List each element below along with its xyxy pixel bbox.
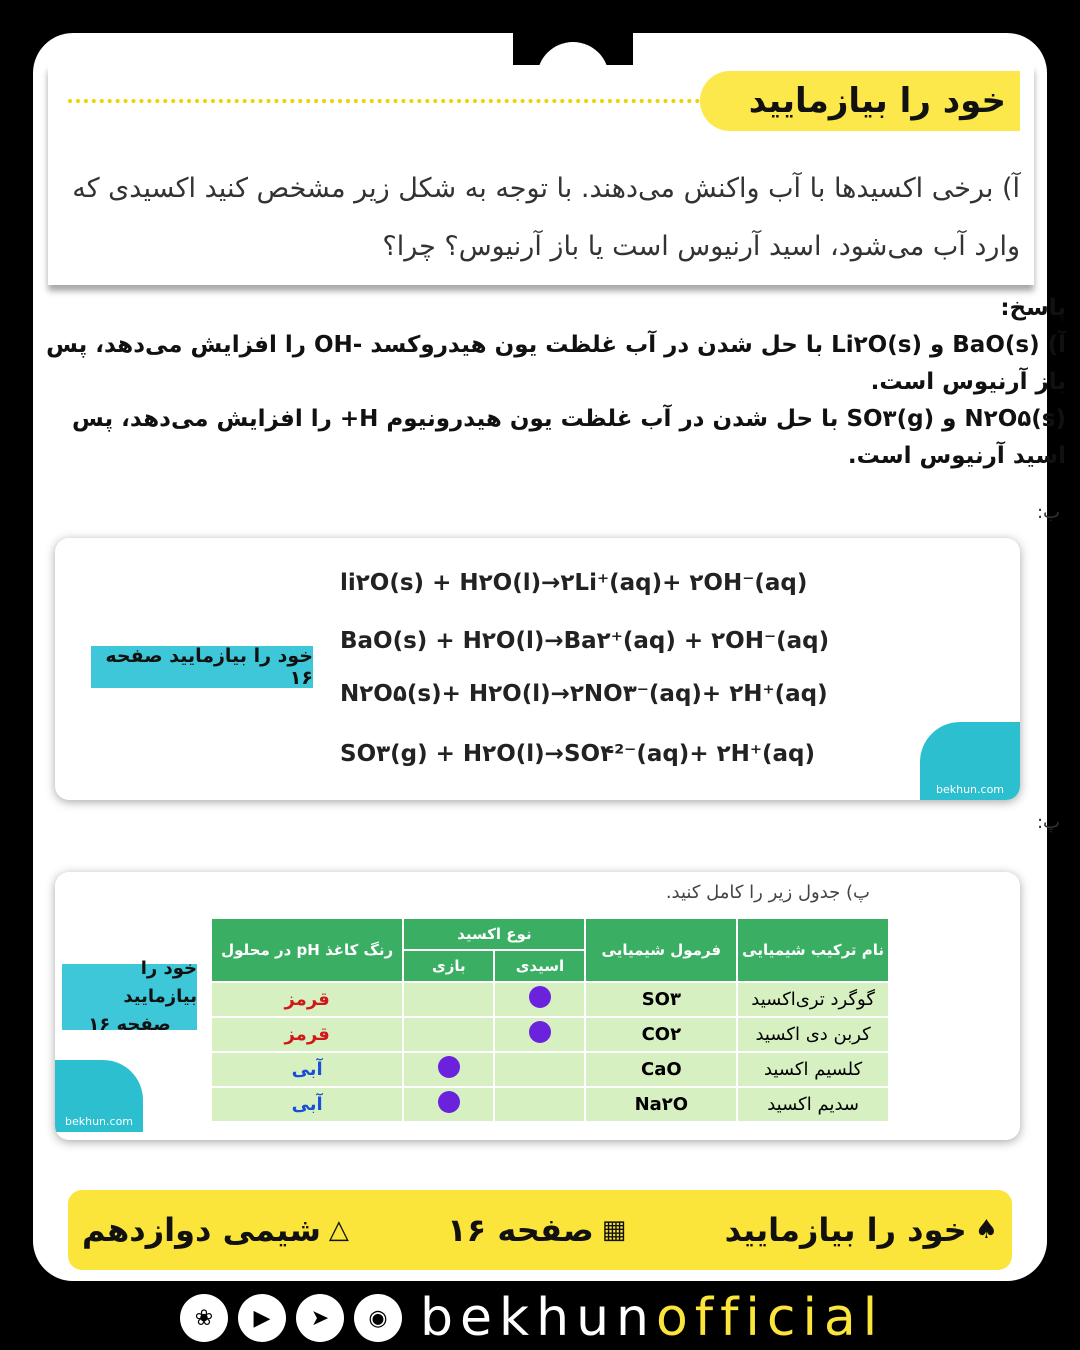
row-color: قرمز	[211, 1017, 403, 1052]
question-text: آ) برخی اکسیدها با آب واکنش می‌دهند. با توجه به شکل زیر مشخص کنید اکسیدی که وارد آب می‌شود، اسید آرنیوس است یا باز آرنیوس؟ چرا؟	[72, 173, 1020, 262]
table-row	[211, 982, 889, 1017]
bottom-subject-label: شیمی دوازدهم	[82, 1211, 321, 1249]
label-b: ب:	[1036, 502, 1060, 523]
table-row	[211, 1017, 889, 1052]
question-banner-label: خود را بیازمایید	[748, 81, 1006, 121]
equation-3: N۲O۵(s)+ H۲O(l)→۲NO۳⁻(aq)+ ۲H⁺(aq)	[340, 681, 828, 707]
row-basic	[403, 1052, 494, 1087]
bottom-subject	[82, 1211, 349, 1249]
row-basic	[403, 982, 494, 1017]
oxide-table	[210, 917, 890, 1123]
table-watermark: bekhun.com	[55, 1060, 143, 1132]
row-formula: Na۲O	[585, 1087, 737, 1122]
question-banner	[700, 71, 1020, 131]
brand-name	[420, 1288, 884, 1348]
equation-1: li۲O(s) + H۲O(l)→۲Li⁺(aq)+ ۲OH⁻(aq)	[340, 570, 808, 596]
header-formula: فرمول شیمیایی	[585, 918, 737, 982]
bottom-bar	[68, 1190, 1012, 1270]
row-basic	[403, 1087, 494, 1122]
table-panel	[55, 872, 1020, 1140]
equations-badge: خود را بیازمایید صفحه ۱۶	[91, 646, 313, 688]
label-p: پ:	[1036, 812, 1060, 833]
row-acidic	[494, 1052, 585, 1087]
basic-mark	[438, 1056, 460, 1078]
row-name: کربن دی اکسید	[737, 1017, 889, 1052]
dotted-divider	[68, 99, 708, 103]
teacher-icon: ♠	[974, 1215, 998, 1245]
row-acidic	[494, 982, 585, 1017]
header-basic: بازی	[403, 950, 494, 982]
question-box	[48, 65, 1034, 285]
brand-white: bekhun	[420, 1288, 656, 1348]
row-acidic	[494, 1087, 585, 1122]
telegram-icon[interactable]: ➤	[296, 1294, 344, 1342]
answer-line-1: آ) BaO(s) و Li۲O(s) با حل شدن در آب غلظت یون هیدروکسد -OH را افزایش می‌دهد، پس باز آرنیوس است.	[46, 332, 1066, 395]
row-name: سدیم اکسید	[737, 1087, 889, 1122]
film-reel-icon[interactable]: ❀	[180, 1294, 228, 1342]
row-color: آبی	[211, 1052, 403, 1087]
answer-section	[18, 290, 1066, 475]
youtube-icon[interactable]: ▶	[238, 1294, 286, 1342]
acidic-mark	[529, 1021, 551, 1043]
row-color: قرمز	[211, 982, 403, 1017]
table-row	[211, 1087, 889, 1122]
table-badge	[62, 958, 197, 1035]
row-color: آبی	[211, 1087, 403, 1122]
footer	[180, 1288, 884, 1348]
row-name: کلسیم اکسید	[737, 1052, 889, 1087]
answer-title: پاسخ:	[1000, 295, 1066, 321]
graduation-cap-icon: △	[328, 1215, 349, 1245]
equation-4: SO۳(g) + H۲O(l)→SO۴²⁻(aq)+ ۲H⁺(aq)	[340, 741, 816, 767]
row-formula: SO۳	[585, 982, 737, 1017]
row-basic	[403, 1017, 494, 1052]
header-color: رنگ کاغذ pH در محلول	[211, 918, 403, 982]
bekhun-watermark: bekhun.com	[920, 722, 1020, 800]
book-icon: ▦	[601, 1215, 627, 1245]
answer-line-2: N۲O۵(s) و SO۳(g) با حل شدن در آب غلظت یون هیدرونیوم H+ را افزایش می‌دهد، پس اسید آرنیوس است.	[72, 406, 1066, 469]
header-acidic: اسیدی	[494, 950, 585, 982]
basic-mark	[438, 1091, 460, 1113]
table-badge-line-1: خود را بیازمایید	[123, 958, 197, 1007]
bottom-section	[725, 1211, 998, 1249]
header-name: نام ترکیب شیمیایی	[737, 918, 889, 982]
table-badge-line-2: صفحه ۱۶	[88, 1014, 171, 1035]
row-name: گوگرد تری‌اکسید	[737, 982, 889, 1017]
brand-yellow: official	[655, 1288, 885, 1348]
equation-2: BaO(s) + H۲O(l)→Ba۲⁺(aq) + ۲OH⁻(aq)	[340, 628, 830, 654]
instagram-icon[interactable]: ◉	[354, 1294, 402, 1342]
bottom-section-label: خود را بیازمایید	[724, 1211, 967, 1249]
equations-panel	[55, 538, 1020, 800]
row-formula: CO۲	[585, 1017, 737, 1052]
bottom-page-label: صفحه ۱۶	[447, 1211, 594, 1249]
row-acidic	[494, 1017, 585, 1052]
acidic-mark	[529, 986, 551, 1008]
table-instruction: پ) جدول زیر را کامل کنید.	[665, 882, 870, 903]
table-row	[211, 1052, 889, 1087]
row-formula: CaO	[585, 1052, 737, 1087]
bottom-page	[447, 1211, 626, 1249]
header-type: نوع اکسید	[403, 918, 585, 950]
